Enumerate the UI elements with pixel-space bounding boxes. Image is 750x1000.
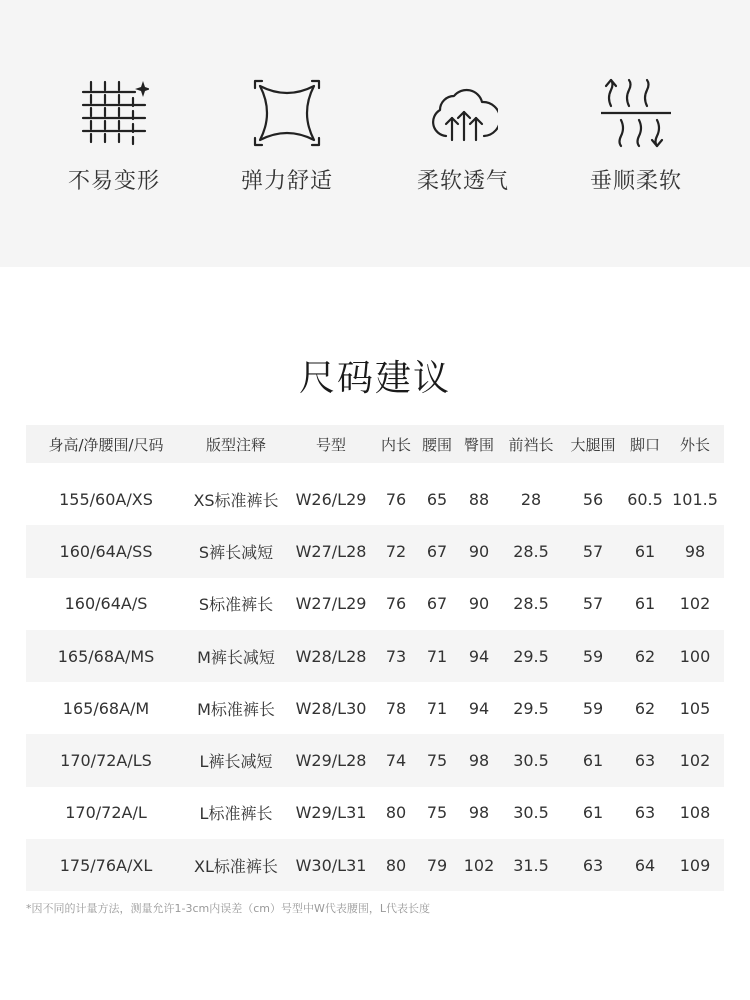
table-cell: 56: [582, 489, 604, 509]
table-cell: 64: [624, 839, 666, 891]
table-cell: W26/L29: [295, 489, 367, 509]
table-cell: 80: [385, 803, 407, 823]
table-cell: S标准裤长: [198, 595, 274, 615]
feature-item: [556, 0, 716, 267]
column-header: 内长: [376, 425, 416, 463]
column-header: 大腿围: [562, 425, 624, 463]
table-cell: W29/L28: [286, 734, 376, 786]
table-cell: 78: [385, 698, 407, 718]
table-spacer: [26, 463, 724, 473]
column-header: 臀围: [458, 425, 500, 463]
table-cell: 28.5: [500, 525, 562, 577]
column-header: 外长: [666, 425, 724, 463]
table-cell: L标准裤长: [199, 804, 273, 824]
table-row: [26, 525, 724, 577]
table-cell: 73: [376, 630, 416, 682]
table-cell: W27/L29: [295, 594, 367, 614]
table-cell: 71: [416, 630, 458, 682]
size-table-body: [26, 463, 724, 891]
table-cell: 102: [458, 839, 500, 891]
table-cell: 29.5: [500, 630, 562, 682]
feature-item: [34, 0, 194, 267]
feature-label: 柔软透气: [416, 169, 509, 194]
table-cell: 57: [582, 594, 604, 614]
column-header: 脚口: [624, 425, 666, 463]
table-cell: 29.5: [513, 698, 549, 718]
table-cell: W28/L28: [286, 630, 376, 682]
table-cell: 60.5: [627, 489, 663, 509]
table-cell: 88: [468, 489, 490, 509]
table-cell: 67: [416, 525, 458, 577]
measurement-note: *因不同的计量方法，测量允许1-3cm内误差（cm）号型中W代表腰围，L代表长度: [26, 902, 430, 915]
table-row: [26, 473, 724, 525]
table-header-row: [26, 425, 724, 463]
column-header: 前裆长: [500, 425, 562, 463]
table-cell: 165/68A/MS: [26, 630, 186, 682]
table-cell: 170/72A/LS: [26, 734, 186, 786]
table-cell: 160/64A/S: [64, 594, 148, 614]
table-cell: 62: [634, 698, 656, 718]
features-banner: [0, 0, 750, 267]
table-cell: 100: [666, 630, 724, 682]
feature-item: [383, 0, 543, 267]
table-cell: 94: [468, 698, 490, 718]
table-cell: 65: [426, 489, 448, 509]
table-cell: 63: [562, 839, 624, 891]
feature-label: 弹力舒适: [240, 169, 333, 194]
table-cell: 63: [624, 734, 666, 786]
table-cell: 170/72A/L: [65, 803, 147, 823]
table-cell: 155/60A/XS: [59, 489, 153, 509]
table-cell: 28: [520, 489, 542, 509]
table-cell: W30/L31: [286, 839, 376, 891]
table-cell: W27/L28: [286, 525, 376, 577]
table-cell: XL标准裤长: [186, 839, 286, 891]
table-cell: 98: [468, 803, 490, 823]
table-row: [26, 839, 724, 891]
table-cell: 105: [679, 698, 711, 718]
table-row: [26, 578, 724, 630]
table-cell: XS标准裤长: [193, 490, 279, 510]
feature-label: 不易变形: [67, 169, 160, 194]
table-cell: 30.5: [500, 734, 562, 786]
table-row: [26, 682, 724, 734]
column-header: 腰围: [416, 425, 458, 463]
table-cell: 62: [624, 630, 666, 682]
table-cell: 61: [562, 734, 624, 786]
table-cell: 61: [582, 803, 604, 823]
cloud-arrows-icon: [428, 78, 498, 148]
table-cell: 30.5: [513, 803, 549, 823]
table-cell: 76: [385, 489, 407, 509]
table-cell: 63: [634, 803, 656, 823]
table-cell: 80: [376, 839, 416, 891]
table-cell: 109: [666, 839, 724, 891]
table-cell: W29/L31: [295, 803, 367, 823]
table-cell: 98: [666, 525, 724, 577]
table-cell: 71: [426, 698, 448, 718]
column-header: 身高/净腰围/尺码: [26, 425, 186, 463]
table-cell: 61: [624, 525, 666, 577]
table-cell: L裤长减短: [186, 734, 286, 786]
table-cell: M裤长减短: [186, 630, 286, 682]
table-cell: 101.5: [672, 489, 718, 509]
table-cell: S裤长减短: [186, 525, 286, 577]
table-cell: 59: [582, 698, 604, 718]
size-table: [26, 425, 724, 891]
feature-label: 垂顺柔软: [589, 169, 682, 194]
table-cell: 72: [376, 525, 416, 577]
table-cell: 90: [468, 594, 490, 614]
table-row: [26, 787, 724, 839]
table-cell: W28/L30: [295, 698, 367, 718]
grid-sparkle-icon: [79, 78, 149, 148]
table-cell: 67: [426, 594, 448, 614]
table-cell: 175/76A/XL: [26, 839, 186, 891]
table-cell: 94: [458, 630, 500, 682]
table-cell: 74: [376, 734, 416, 786]
table-cell: 102: [679, 594, 711, 614]
table-cell: 90: [458, 525, 500, 577]
drape-waves-icon: [601, 78, 671, 148]
table-cell: 160/64A/SS: [26, 525, 186, 577]
table-cell: 57: [562, 525, 624, 577]
table-cell: 102: [666, 734, 724, 786]
table-cell: 79: [416, 839, 458, 891]
size-guide-title: 尺码建议: [298, 358, 451, 399]
table-cell: M标准裤长: [197, 699, 275, 719]
table-row: [26, 734, 724, 786]
column-header: 版型注释: [186, 425, 286, 463]
table-cell: 28.5: [513, 594, 549, 614]
table-cell: 75: [426, 803, 448, 823]
stretch-square-icon: [252, 78, 322, 148]
table-cell: 165/68A/M: [62, 698, 150, 718]
column-header: 号型: [286, 425, 376, 463]
table-cell: 98: [458, 734, 500, 786]
feature-item: [207, 0, 367, 267]
table-cell: 76: [385, 594, 407, 614]
table-cell: 61: [634, 594, 656, 614]
table-cell: 108: [679, 803, 711, 823]
table-cell: 59: [562, 630, 624, 682]
table-cell: 31.5: [500, 839, 562, 891]
table-row: [26, 630, 724, 682]
table-cell: 75: [416, 734, 458, 786]
